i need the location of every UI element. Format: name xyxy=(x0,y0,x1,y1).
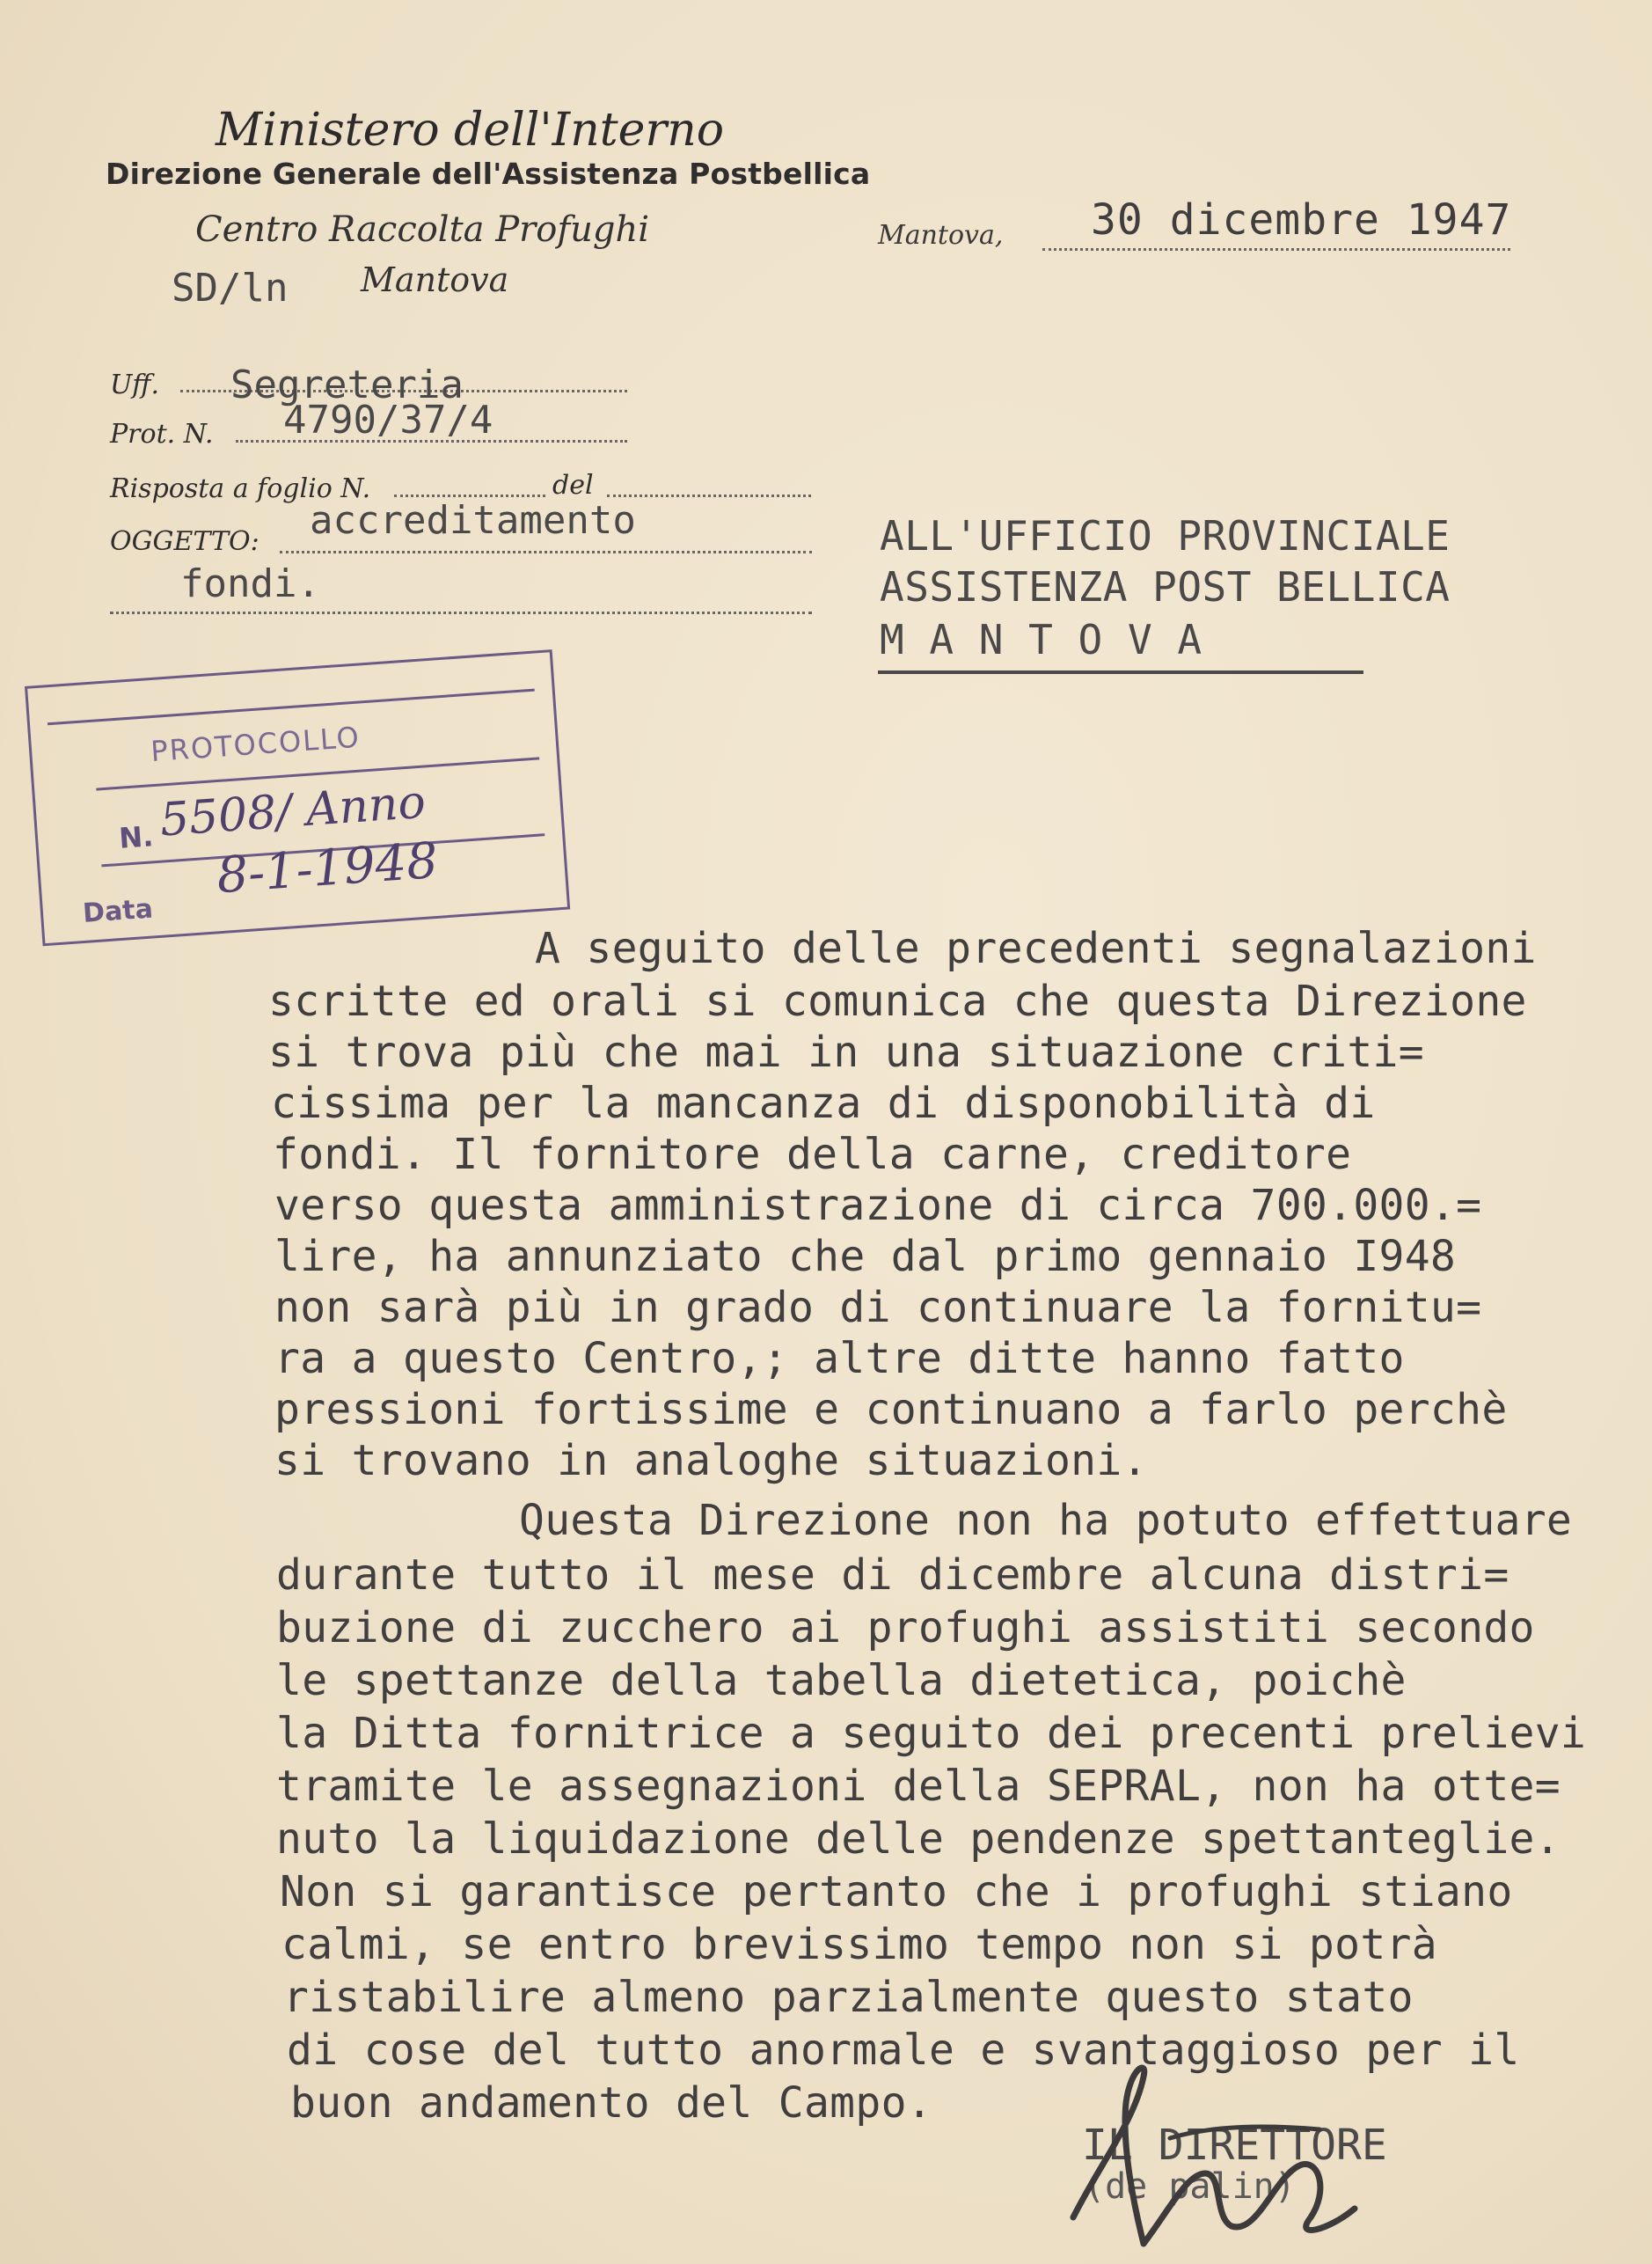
body-line-13: durante tutto il mese di dicembre alcuna distri= xyxy=(276,1550,1509,1600)
body-line-12: Questa Direzione non ha potuto effettuare xyxy=(519,1496,1573,1545)
body-line-15: le spettanze della tabella dietetica, poichè xyxy=(276,1656,1407,1705)
oggetto-dotted-line-2 xyxy=(110,612,812,614)
recipient-line-2: ASSISTENZA POST BELLICA xyxy=(880,563,1451,611)
letter-date: 30 dicembre 1947 xyxy=(1091,195,1512,245)
body-line-23: buon andamento del Campo. xyxy=(290,2078,932,2128)
recipient-underline xyxy=(878,670,1363,674)
risposta-label: Risposta a foglio N. xyxy=(110,473,371,504)
recipient-line-3: M A N T O V A xyxy=(880,616,1202,663)
body-line-20: calmi, se entro brevissimo tempo non si potrà xyxy=(281,1920,1437,1969)
signature-title: IL DIRETTORE xyxy=(1082,2121,1387,2170)
oggetto-dotted-line-1 xyxy=(280,551,812,553)
date-place: Mantova, xyxy=(878,220,1004,251)
oggetto-label: OGGETTO: xyxy=(110,526,259,557)
stamp-rule-top xyxy=(48,689,535,726)
oggetto-line1: accreditamento xyxy=(310,498,636,543)
stamp-data-label: Data xyxy=(81,893,154,929)
reference-code: SD/ln xyxy=(172,266,289,311)
stamp-number: 5508/ Anno xyxy=(157,775,428,847)
body-line-14: buzione di zucchero ai profughi assistiti secondo xyxy=(276,1603,1535,1652)
body-line-1: A seguito delle precedenti segnalazioni xyxy=(535,924,1537,973)
signature-name: (de palin) xyxy=(1084,2166,1296,2207)
centro-heading: Centro Raccolta Profughi xyxy=(195,209,650,250)
date-dotted-line xyxy=(1042,248,1510,251)
body-line-22: di cose del tutto anormale e svantaggioso per il xyxy=(287,2026,1520,2075)
stamp-title: PROTOCOLLO xyxy=(150,720,362,769)
ministry-heading: Ministero dell'Interno xyxy=(216,104,725,157)
risposta-del-label: del xyxy=(552,470,594,501)
ufficio-value: Segreteria xyxy=(230,363,464,407)
oggetto-line2: fondi. xyxy=(180,561,320,606)
recipient-line-1: ALL'UFFICIO PROVINCIALE xyxy=(880,512,1451,560)
body-line-2: scritte ed orali si comunica che questa Direzione xyxy=(268,977,1527,1026)
body-line-4: cissima per la mancanza di disponobilità di xyxy=(271,1079,1376,1128)
body-line-10: pressioni fortissime e continuano a farlo perchè xyxy=(274,1385,1508,1434)
body-line-17: tramite le assegnazioni della SEPRAL, non ha otte= xyxy=(276,1762,1561,1811)
direzione-heading: Direzione Generale dell'Assistenza Postbellica xyxy=(106,157,871,191)
ufficio-label: Uff. xyxy=(110,370,160,400)
body-line-7: lire, ha annunziato che dal primo gennaio I948 xyxy=(274,1232,1457,1281)
body-line-6: verso questa amministrazione di circa 700.000.= xyxy=(274,1181,1482,1230)
body-line-21: ristabilire almeno parzialmente questo stato xyxy=(283,1973,1414,2022)
protocol-stamp xyxy=(25,649,570,946)
body-line-8: non sarà più in grado di continuare la fornitu= xyxy=(274,1283,1482,1332)
body-line-11: si trovano in analoghe situazioni. xyxy=(274,1436,1148,1485)
stamp-n-label: N. xyxy=(117,819,155,855)
city-heading: Mantova xyxy=(361,260,509,299)
body-line-19: Non si garantisce pertanto che i profughi stiano xyxy=(280,1867,1513,1916)
protocollo-value: 4790/37/4 xyxy=(283,398,493,443)
stamp-date: 8-1-1948 xyxy=(215,832,440,905)
risposta-del-dotted-line xyxy=(607,495,811,497)
protocollo-label: Prot. N. xyxy=(110,419,214,450)
body-line-18: nuto la liquidazione delle pendenze spettanteglie. xyxy=(276,1814,1561,1864)
body-line-5: fondi. Il fornitore della carne, creditore xyxy=(273,1130,1352,1179)
risposta-dotted-line xyxy=(394,495,545,497)
body-line-9: ra a questo Centro,; altre ditte hanno fatto xyxy=(274,1334,1405,1383)
body-line-3: si trova più che mai in una situazione criti= xyxy=(268,1028,1424,1077)
body-line-16: la Ditta fornitrice a seguito dei precenti prelievi xyxy=(276,1709,1587,1758)
handwritten-signature xyxy=(1038,2041,1372,2261)
